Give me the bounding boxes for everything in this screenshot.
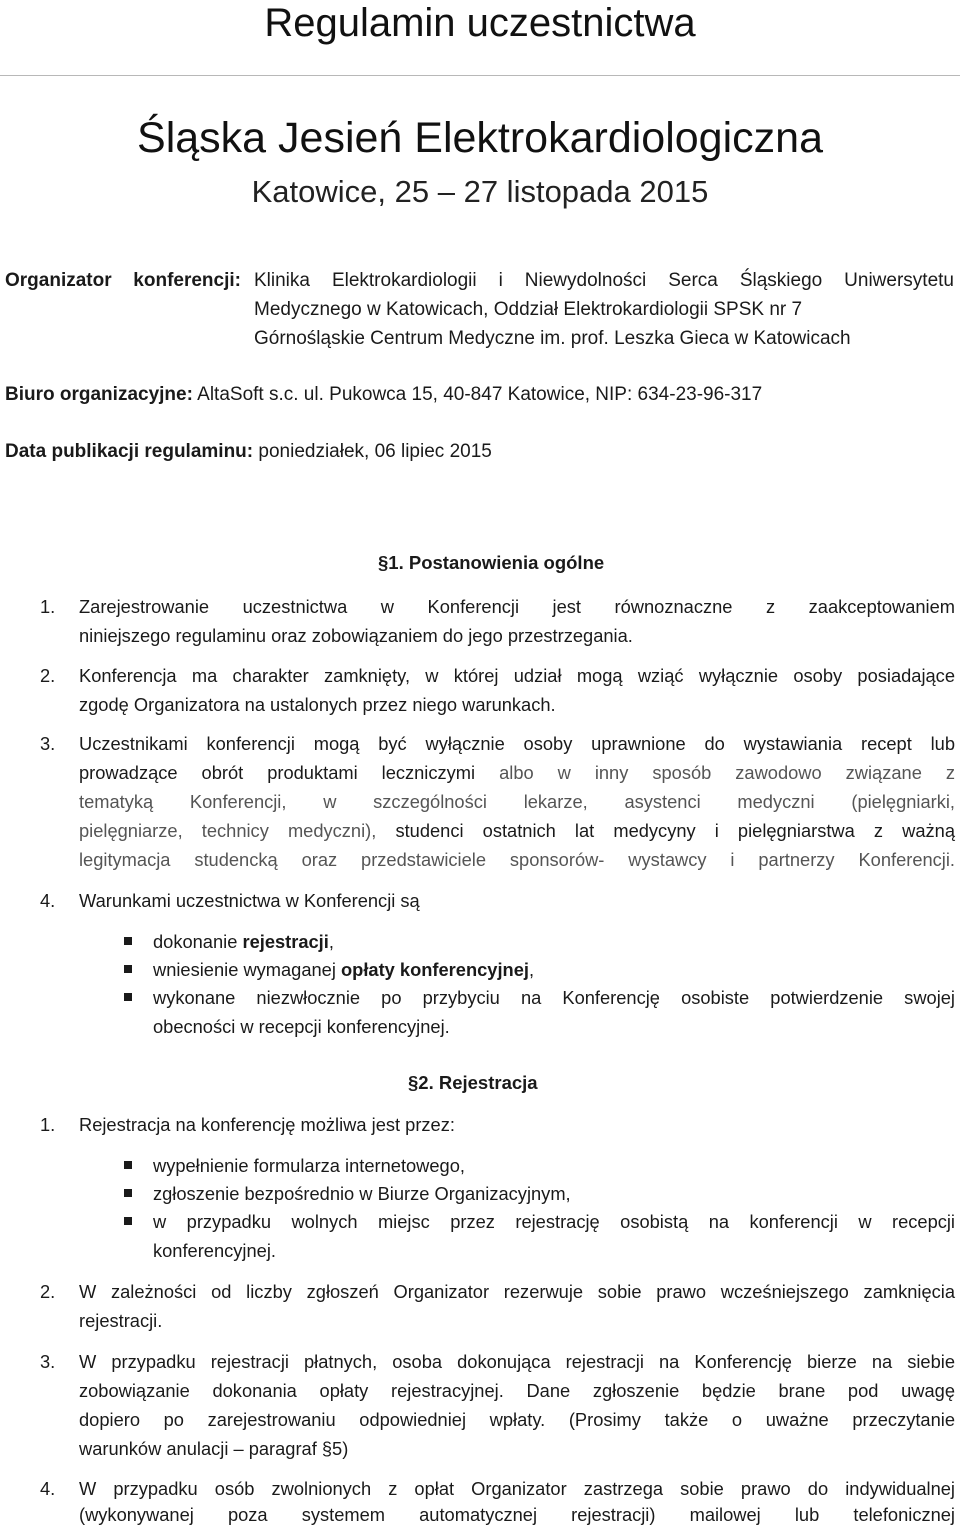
s2-bullet-1: wypełnienie formularza internetowego, [153,1155,465,1176]
s2-bullet-3-line-1: w przypadku wolnych miejsc przez rejestrację osobistą na konferencji w recepcji [153,1211,955,1232]
s1-item-2-number: 2. [40,665,56,686]
bullet-square-icon [124,993,132,1001]
s1-item-2-line-2: zgodę Organizatora na ustalonych przez niego warunkach. [79,694,556,715]
title-divider [0,75,960,76]
s1-item-3-line-2 [79,758,955,787]
conference-dates: Katowice, 25 – 27 listopada 2015 [251,174,709,209]
bullet-square-icon [124,937,132,945]
bullet-square-icon [124,1217,132,1225]
s1-item-3-line-5: legitymacja studencką oraz przedstawiciele sponsorów- wystawcy i partnerzy Konferencji. [79,849,955,870]
s1-item-4-number: 4. [40,890,56,911]
s1-bullet-1-text: dokonanie [153,931,243,952]
s1-item-4-text: Warunkami uczestnictwa w Konferencji są [79,890,420,911]
s1-item-1-line-2: niniejszego regulaminu oraz zobowiązaniem do jego przestrzegania. [79,625,633,646]
s2-item-2-line-1: W zależności od liczby zgłoszeń Organizator rezerwuje sobie prawo wcześniejszego zamknięcia [79,1281,955,1302]
s1-item-3-line-4 [79,816,955,845]
office-line [5,380,762,410]
bullet-square-icon [124,1161,132,1169]
s2-item-3-line-4: warunków anulacji – paragraf §5) [79,1438,349,1459]
s1-bullet-2 [153,955,534,984]
s2-item-1-text: Rejestracja na konferencję możliwa jest przez: [79,1114,455,1135]
organizer-line-3: Górnośląskie Centrum Medyczne im. prof. Leszka Gieca w Katowicach [254,328,851,349]
s1-item-3-line-2b: albo w inny sposób zawodowo związane z [499,762,955,783]
s2-item-3-line-2: zobowiązanie dokonania opłaty rejestracyjnej. Dane zgłoszenie będzie brane pod uwagę [79,1380,955,1401]
s2-item-4-number: 4. [40,1478,56,1499]
organizer-label: Organizator konferencji: [5,270,241,291]
s2-item-2-line-2: rejestracji. [79,1310,163,1331]
bullet-square-icon [124,965,132,973]
organizer-line-1: Klinika Elektrokardiologii i Niewydolności Serca Śląskiego Uniwersytetu [254,270,954,291]
section-2-heading: §2. Rejestracja [408,1072,538,1093]
section-1-heading: §1. Postanowienia ogólne [378,552,605,573]
s1-item-2-line-1: Konferencja ma charakter zamknięty, w której udział mogą wziąć wyłącznie osoby posiadające [79,665,955,686]
office-label: Biuro organizacyjne: [5,384,193,405]
s1-bullet-2-text: wniesienie wymaganej [153,959,341,980]
s2-item-2-number: 2. [40,1281,56,1302]
s1-bullet-3-line-1: wykonane niezwłocznie po przybyciu na Konferencję osobiste potwierdzenie swojej [153,987,955,1008]
s2-item-4-line-2: (wykonywanej poza systemem automatycznej rejestracji) mailowej lub telefonicznej [79,1504,955,1525]
published-line [5,437,492,467]
organizer-line-2: Medycznego w Katowicach, Oddział Elektrokardiologii SPSK nr 7 [254,299,803,320]
s1-item-3-line-3: tematyką Konferencji, w szczególności lekarze, asystenci medyczni (pielęgniarki, [79,791,955,812]
bullet-square-icon [124,1189,132,1197]
s1-bullet-3-line-2: obecności w recepcji konferencyjnej. [153,1016,450,1037]
published-label: Data publikacji regulaminu: [5,441,254,462]
s1-bullet-1-bold: rejestracji [242,931,329,952]
s2-item-3-line-1: W przypadku rejestracji płatnych, osoba dokonująca rejestracji na Konferencję bierze na siebie [79,1351,955,1372]
s1-item-3-line-4a: pielęgniarze, technicy medyczni), [79,820,377,841]
s2-item-3-line-3: dopiero po zarejestrowaniu odpowiedniej wpłaty. (Prosimy także o uważne przeczytanie [79,1409,955,1430]
s1-bullet-2-bold: opłaty konferencyjnej [341,959,529,980]
s1-item-3-number: 3. [40,733,56,754]
s2-item-4-line-1: W przypadku osób zwolnionych z opłat Organizator zastrzega sobie prawo do indywidualnej [79,1478,955,1499]
s2-item-3-number: 3. [40,1351,56,1372]
published-value: poniedziałek, 06 lipiec 2015 [258,441,492,462]
s1-bullet-2-punct: , [528,959,535,980]
s1-item-3-line-2a: prowadzące obrót produktami leczniczymi [79,762,476,783]
document-title: Regulamin uczestnictwa [264,1,696,45]
s1-item-1-line-1: Zarejestrowanie uczestnictwa w Konferencji jest równoznaczne z zaakceptowaniem [79,596,955,617]
s2-item-1-number: 1. [40,1114,56,1135]
office-value: AltaSoft s.c. ul. Pukowca 15, 40-847 Katowice, NIP: 634-23-96-317 [197,384,763,405]
s1-bullet-1-punct: , [328,931,334,952]
s2-bullet-2: zgłoszenie bezpośrednio w Biurze Organizacyjnym, [153,1183,571,1204]
s1-item-3-line-1: Uczestnikami konferencji mogą być wyłącznie osoby uprawnione do wystawiania recept lub [79,733,955,754]
s1-item-3-line-4b: studenci ostatnich lat medycyny i pielęgniarstwa z ważną [395,820,955,841]
s2-bullet-3-line-2: konferencyjnej. [153,1240,276,1261]
s1-bullet-1 [153,927,334,956]
conference-name: Śląska Jesień Elektrokardiologiczna [137,114,823,162]
s1-item-1-number: 1. [40,596,56,617]
